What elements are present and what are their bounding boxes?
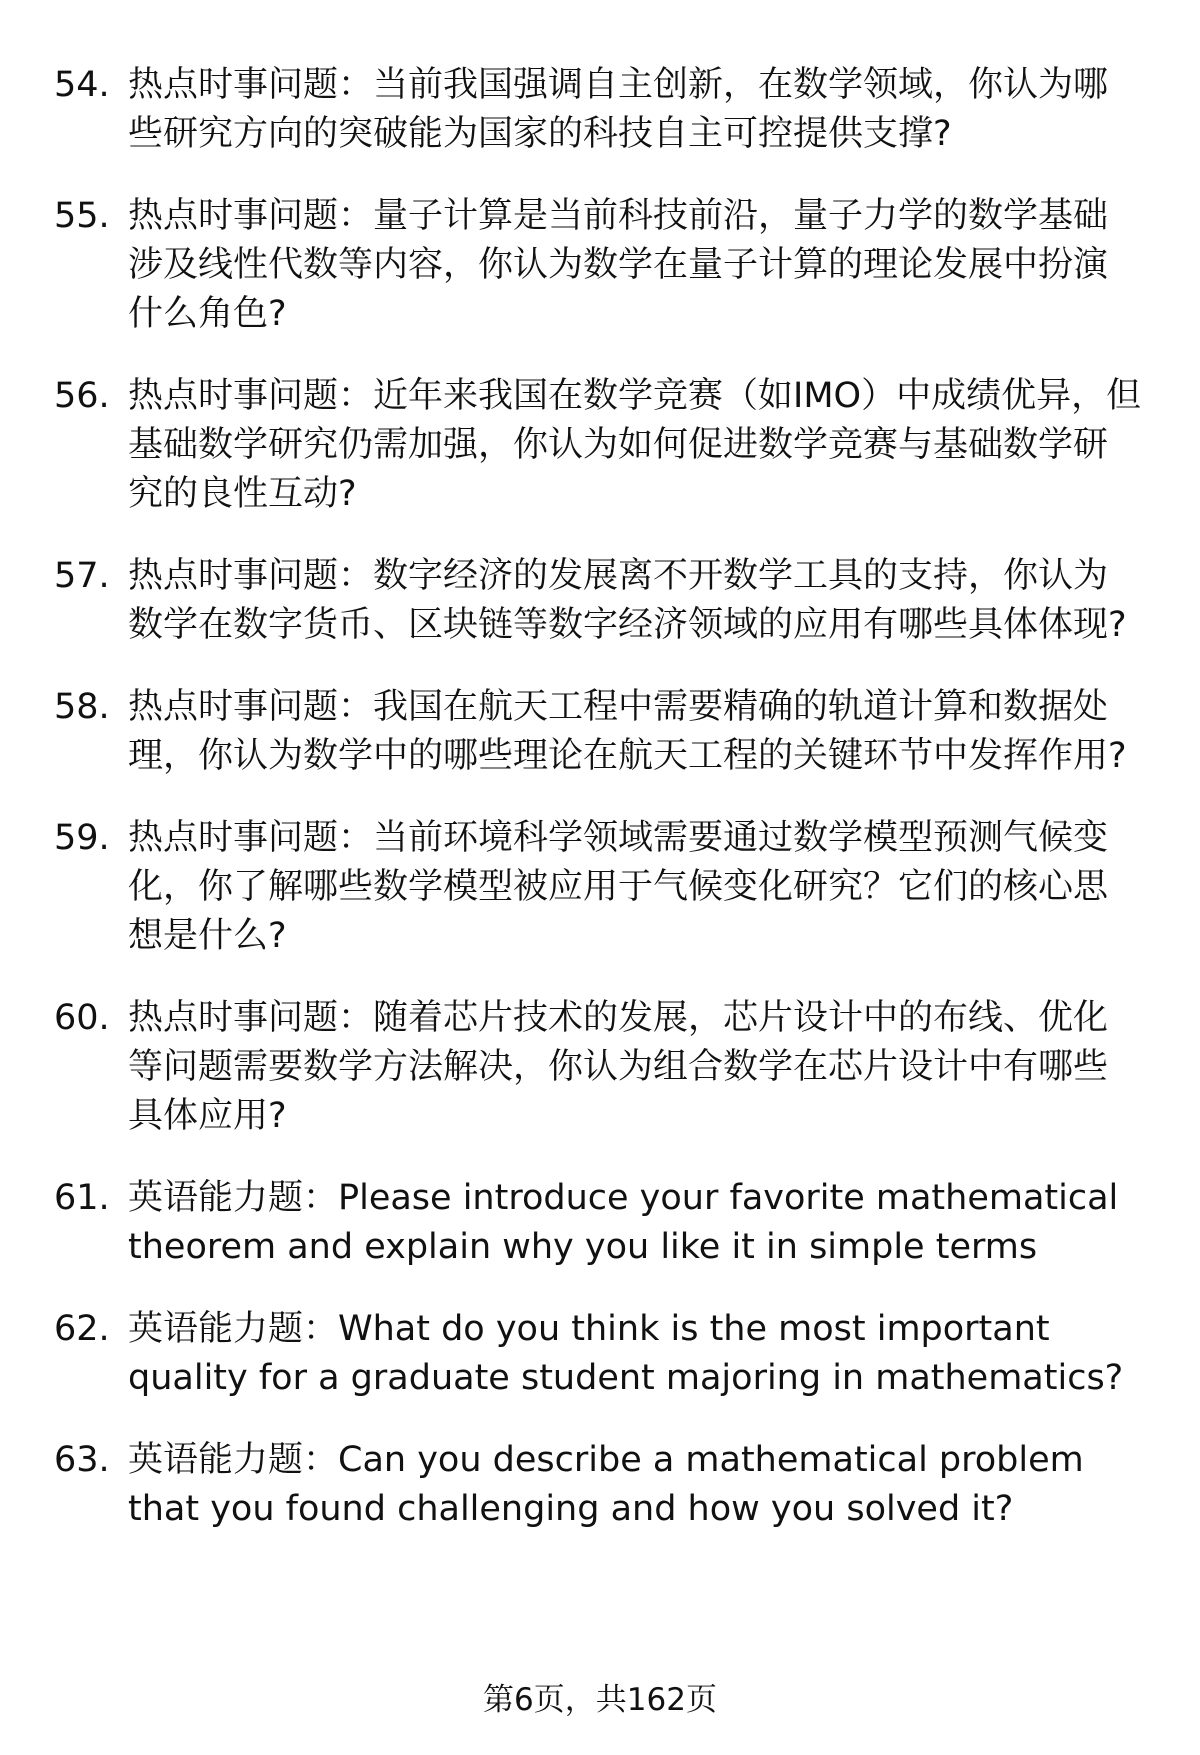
question-number: 60. (54, 998, 110, 1038)
question-number: 57. (54, 556, 110, 596)
question-number: 58. (54, 687, 110, 727)
question-number: 54. (54, 65, 110, 105)
question-text: 热点时事问题：近年来我国在数学竞赛（如IMO）中成绩优异，但基础数学研究仍需加强，你认为如何促进数学竞赛与基础数学研究的良性互动? (128, 376, 1142, 514)
question-text: 英语能力题：Can you describe a mathematical problem that you found challenging and how you solved it? (128, 1440, 1084, 1529)
question-text: 热点时事问题：我国在航天工程中需要精确的轨道计算和数据处理，你认为数学中的哪些理论在航天工程的关键环节中发挥作用? (128, 687, 1127, 776)
question-text: 英语能力题：What do you think is the most important quality for a graduate student majoring in mathematics? (128, 1309, 1124, 1398)
question-text: 英语能力题：Please introduce your favorite mathematical theorem and explain why you like it in simple terms (128, 1178, 1119, 1267)
question-item (0, 1174, 1142, 1272)
question-number: 62. (54, 1309, 110, 1349)
question-item (0, 61, 1142, 159)
question-item (0, 372, 1142, 519)
question-text: 热点时事问题：当前环境科学领域需要通过数学模型预测气候变化，你了解哪些数学模型被应用于气候变化研究？它们的核心思想是什么? (128, 818, 1109, 956)
question-text: 热点时事问题：量子计算是当前科技前沿，量子力学的数学基础涉及线性代数等内容，你认为数学在量子计算的理论发展中扮演什么角色? (128, 196, 1109, 334)
question-item (0, 994, 1142, 1141)
question-number: 63. (54, 1440, 110, 1480)
question-text: 热点时事问题：随着芯片技术的发展，芯片设计中的布线、优化等问题需要数学方法解决，你认为组合数学在芯片设计中有哪些具体应用? (128, 998, 1109, 1136)
question-item (0, 1305, 1142, 1403)
question-item (0, 683, 1142, 781)
page-number: 第6页，共162页 (483, 1682, 717, 1718)
question-text: 热点时事问题：当前我国强调自主创新，在数学领域，你认为哪些研究方向的突破能为国家的科技自主可控提供支撑? (128, 65, 1109, 154)
question-item (0, 814, 1142, 961)
question-number: 55. (54, 196, 110, 236)
question-number: 56. (54, 376, 110, 416)
question-item (0, 1436, 1142, 1534)
question-number: 61. (54, 1178, 110, 1218)
question-list (0, 61, 1200, 1567)
question-number: 59. (54, 818, 110, 858)
question-text: 热点时事问题：数字经济的发展离不开数学工具的支持，你认为数学在数字货币、区块链等数字经济领域的应用有哪些具体体现? (128, 556, 1127, 645)
question-item (0, 552, 1142, 650)
question-item (0, 192, 1142, 339)
